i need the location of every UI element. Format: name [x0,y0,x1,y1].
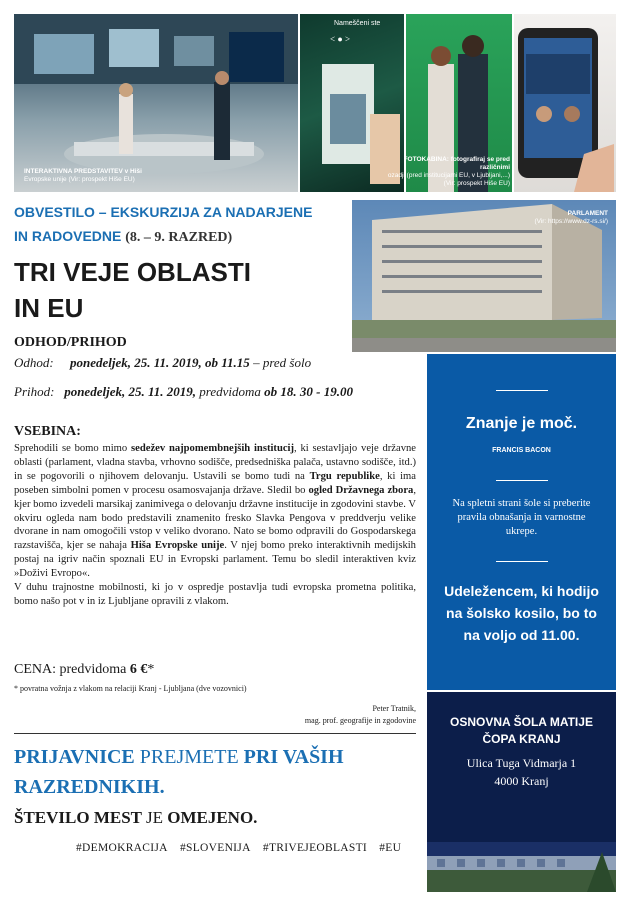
school-building-image [427,842,616,892]
price-line: CENA: predvidoma 6 €* [14,662,155,677]
divider [14,733,416,734]
lunch-note: Udeležencem, ki hodijo na šolsko kosilo, bo to na voljo od 11.00. [444,583,599,643]
photo-smartphone [514,14,616,192]
school-name: OSNOVNA ŠOLA MATIJE ČOPA KRANJ [450,715,593,746]
hashtag: #SLOVENIJA [179,842,251,854]
parliament-caption: PARLAMENT (Vir: https://www.dz-rs.si/) [534,210,608,225]
hashtag: #TRIVEJEOBLASTI [262,842,368,854]
hashtags [76,842,410,854]
photo-caption-left: INTERAKTIVNA PREDSTAVITEV v Hiši Evropske unije (Vir: prospekt Hiše EU) [24,168,142,183]
departure-heading: ODHOD/PRIHOD [14,335,127,350]
rule [496,561,548,562]
photo-parliament [352,200,616,352]
notice-heading: OBVESTILO – EKSKURZIJA ZA NADARJENE IN RADOVEDNE (8. – 9. RAZRED) [14,204,313,245]
sidebar-info-panel [427,354,616,690]
limited-seats: ŠTEVILO MEST JE OMEJENO. [14,808,258,827]
quote-author: FRANCIS BACON [492,447,551,454]
signup-notice: PRIJAVNICE PREJMETE PRI VAŠIH RAZREDNIKIH. [14,746,344,798]
kiosk-sign: Nameščeni ste [334,20,381,27]
author-signature: Peter Tratnik, mag. prof. geografije in zgodovine [304,704,416,725]
photo-photo-booth [387,14,512,192]
school-address: Ulica Tuga Vidmarja 1 4000 Kranj [466,756,577,788]
smartphone-image [514,14,616,192]
hashtag: #DEMOKRACIJA [76,842,168,854]
content-body: Sprehodili se bomo mimo sedežev najpomembnejših institucij, ki sestavljajo veje državne oblasti (parlament, vladna stavba, vrhovno sodišče, predsedniška palača, ustavno sodišče, itd.) in se pogovorili o njihovem delovanju. Ustavili se bomo tudi na Trgu republike, ki ima poseben simbolni pomen v procesu osamosvajanja države. Sledil bo ogled Državnega zbora, kjer bomo izvedeli marsikaj zanimivega o delovanju državne institucije in zgodovini stavbe. V okviru ogleda nam bodo predstavili znamenito fresko Slavka Pengova v preddverju velike dvorane in nam omogočili vstop v veliko dvorano. Nato se bomo odpravili do Gospodarskega razstavišča, kjer se nahaja Hiša Evropske unije. V njej bomo preko interaktivnih medijskih postaj na igriv način spoznali EU in Evropski parlament. Temu bo sledil interaktiven kviz »Doživi Evropo«. V duhu trajnostne mobilnosti, ki jo v ospredje postavlja tudi evropska prometna politika, bomo našo pot v in iz Ljubljane opravili z vlakom. [14,443,416,607]
school-panel [427,692,616,892]
rules-note: Na spletni strani šole si preberite pravila obnašanja in varnostne ukrepe. [452,498,591,537]
kiosk-arrows: < ● > [330,34,351,44]
rule [496,480,548,481]
departure-line: Odhod: ponedeljek, 25. 11. 2019, ob 11.15 – pred šolo [14,355,312,370]
photo-interactive-presentation [14,14,298,192]
hashtag: #EU [379,842,402,854]
photo-caption-right: FOTOKABINA: fotografiraj se pred različnimi ozadji (pred institucijami EU, v Ljubljani,...) (Vir: prospekt Hiše EU) [387,156,510,187]
content-heading: VSEBINA: [14,424,81,439]
page-title: TRI VEJE OBLASTI IN EU [14,257,251,323]
rule [496,390,548,391]
arrival-line: Prihod: ponedeljek, 25. 11. 2019, predvidoma ob 18. 30 - 19.00 [14,384,353,399]
quote: Znanje je moč. [465,415,578,432]
eu-house-interior-image [14,14,298,192]
price-note: * povratna vožnja z vlakom na relaciji Kranj - Ljubljana (dve vozovnici) [14,684,247,693]
